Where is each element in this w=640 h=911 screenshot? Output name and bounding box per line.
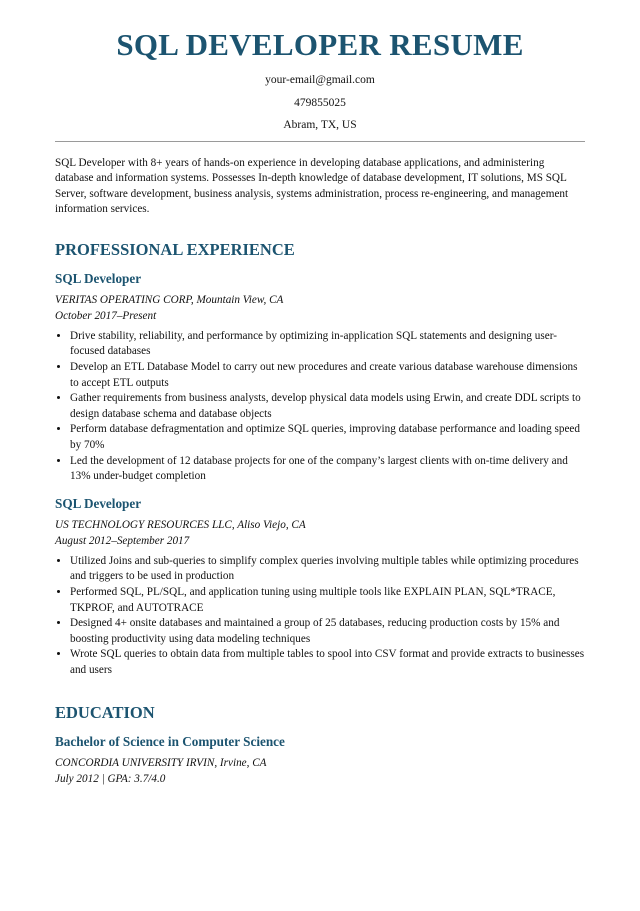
summary-paragraph: SQL Developer with 8+ years of hands-on experience in developing database applications, and administering database and information systems. Possesses In-depth knowledge of database development, IT solutions, MS SQL Server, software development, business analysis, systems administration, process re-engineering, and management information services. [55, 156, 569, 216]
bullet-item: • Performed SQL, PL/SQL, and application tuning using multiple tools like EXPLAIN PLAN, SQL*TRACE, TKPROF, and AUTOTRACE [70, 585, 585, 616]
school-name: CONCORDIA UNIVERSITY IRVIN, Irvine, CA [55, 756, 267, 769]
education-entry [55, 734, 585, 788]
education-heading: EDUCATION [55, 702, 155, 722]
experience-heading: PROFESSIONAL EXPERIENCE [55, 239, 295, 259]
job-dates: August 2012–September 2017 [55, 535, 190, 548]
contact-email: your-email@gmail.com [265, 74, 375, 86]
contact-block [55, 73, 585, 132]
education-details: July 2012 | GPA: 3.7/4.0 [55, 773, 166, 786]
job-company: VERITAS OPERATING CORP, Mountain View, CA [55, 293, 284, 306]
bullet-item: • Gather requirements from business analysts, develop physical data models using Erwin, and create DDL scripts to design database schema and database objects [70, 391, 585, 422]
bullet-item: • Utilized Joins and sub-queries to simplify complex queries involving multiple tables while optimizing procedures and triggers to be used in production [70, 554, 585, 585]
bullet-item: • Designed 4+ onsite databases and maintained a group of 25 databases, reducing production costs by 15% and boosting productivity using data modeling techniques [70, 616, 585, 647]
job-bullets [55, 554, 585, 679]
bullet-item: • Develop an ETL Database Model to carry out new procedures and create various database warehouse dimensions to accept ETL outputs [70, 360, 585, 391]
resume-title: SQL DEVELOPER RESUME [116, 27, 524, 62]
contact-location: Abram, TX, US [283, 119, 357, 131]
bullet-item: • Drive stability, reliability, and performance by optimizing in-application SQL statements and designing user-focused databases [70, 329, 585, 360]
job-title: SQL Developer [55, 495, 142, 511]
job-bullets [55, 329, 585, 485]
bullet-item: • Led the development of 12 database projects for one of the company’s largest clients with on-time delivery and 13% under-budget completion [70, 454, 585, 485]
job-title: SQL Developer [55, 270, 142, 286]
job-entry [55, 496, 585, 679]
job-dates: October 2017–Present [55, 310, 157, 323]
bullet-item: • Perform database defragmentation and optimize SQL queries, improving database performance and loading speed by 70% [70, 422, 585, 453]
contact-phone: 479855025 [294, 96, 346, 109]
bullet-item: • Wrote SQL queries to obtain data from multiple tables to spool into CSV format and provide extracts to businesses and users [70, 647, 585, 678]
job-company: US TECHNOLOGY RESOURCES LLC, Aliso Viejo, CA [55, 518, 306, 531]
job-entry [55, 271, 585, 485]
header-divider [55, 141, 585, 142]
degree-title: Bachelor of Science in Computer Science [55, 733, 285, 749]
